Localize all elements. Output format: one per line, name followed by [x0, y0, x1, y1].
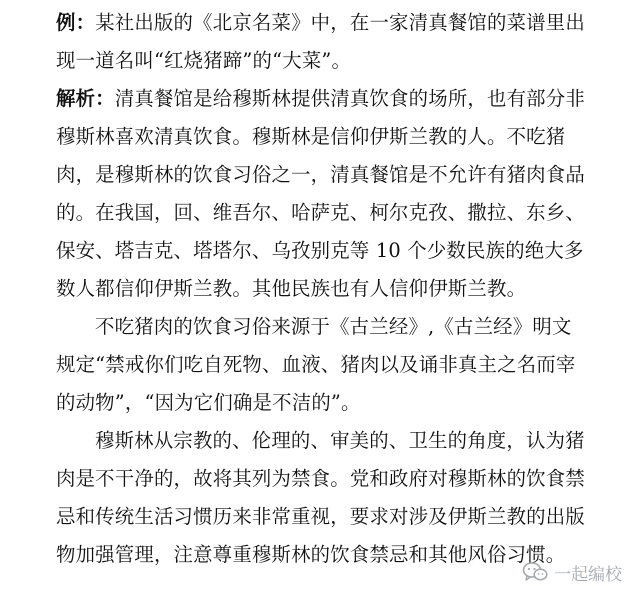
origin-paragraph: 不吃猪肉的饮食习俗来源于《古兰经》,《古兰经》明文规定“禁戒你们吃自死物、血液、猪肉以及诵非真主之名而宰的动物”，“因为它们确是不洁的”。	[56, 315, 576, 414]
stance-paragraph: 穆斯林从宗教的、伦理的、审美的、卫生的角度，认为猪肉是不干净的，故将其列为禁食。党和政府对穆斯林的饮食禁忌和传统生活习惯历来非常重视，要求对涉及伊斯兰教的出版物加强管理，注意尊重穆斯林的饮食禁忌和其他风俗习惯。	[56, 429, 585, 566]
watermark	[522, 557, 622, 587]
watermark-label: 一起编校	[554, 564, 622, 585]
example-label: 例：	[56, 11, 96, 34]
example-text: 某社出版的《北京名菜》中，在一家清真餐馆的菜谱里出现一道名叫“红烧猪蹄”的“大菜”。	[56, 11, 585, 72]
analysis-text: 清真餐馆是给穆斯林提供清真饮食的场所，也有部分非穆斯林喜欢清真饮食。穆斯林是信仰伊斯兰教的人。不吃猪肉，是穆斯林的饮食习俗之一，清真餐馆是不允许有猪肉食品的。在我国，回、维吾尔、哈萨克、柯尔克孜、撒拉、东乡、保安、塔吉克、塔塔尔、乌孜别克等 10 个少数民族的绝大多数人都信仰伊斯兰教。其他民族也有人信仰伊斯兰教。	[56, 87, 585, 300]
analysis-paragraph	[56, 80, 588, 308]
example-paragraph	[56, 4, 588, 80]
wechat-icon	[522, 561, 548, 583]
analysis-label: 解析：	[56, 87, 115, 110]
